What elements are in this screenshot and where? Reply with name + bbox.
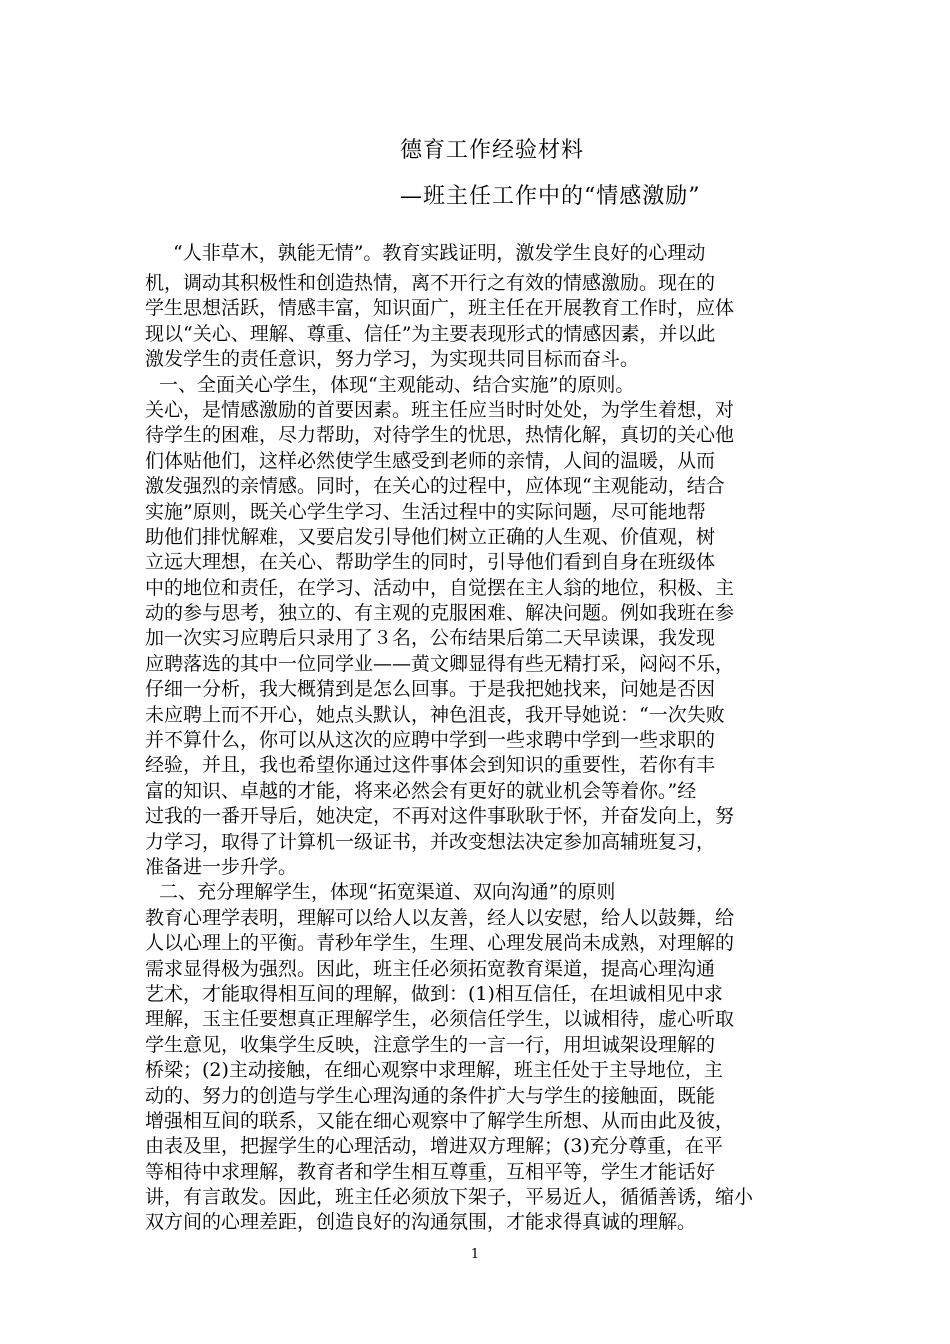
body-line: 现以“关心、理解、尊重、信任”为主要表现形式的情感因素，并以此 — [145, 322, 716, 345]
body-line: 过我的一番开导后，她决定，不再对这件事耿耿于怀，并奋发向上，努 — [145, 805, 735, 828]
section-heading: 二、充分理解学生，体现“拓宽渠道、双向沟通”的原则 — [159, 881, 616, 904]
body-line: 学生思想活跃，情感丰富，知识面广，班主任在开展教育工作时，应体 — [145, 297, 735, 320]
body-line: 立远大理想，在关心、帮助学生的同时，引导他们看到自身在班级体 — [145, 551, 716, 574]
body-line: 关心，是情感激励的首要因素。班主任应当时时处处，为学生着想，对 — [145, 398, 735, 421]
body-line: 艺术，才能取得相互间的理解，做到：(1)相互信任，在坦诚相见中求 — [145, 982, 723, 1005]
body-line: 仔细一分析，我大概猜到是怎么回事。于是我把她找来，问她是否因 — [145, 678, 716, 701]
body-line: 激发学生的责任意识，努力学习，为实现共同目标而奋斗。 — [145, 348, 640, 371]
body-line: 中的地位和责任，在学习、活动中，自觉摆在主人翁的地位，积极、主 — [145, 576, 735, 599]
body-line: 学生意见，收集学生反映，注意学生的一言一行，用坦诚架设理解的 — [145, 1033, 716, 1056]
body-line: 由表及里，把握学生的心理活动，增进双方理解；(3)充分尊重，在平 — [145, 1135, 723, 1158]
body-line: 讲，有言敢发。因此，班主任必须放下架子，平易近人，循循善诱，缩小 — [145, 1186, 754, 1209]
document-body — [145, 235, 825, 1236]
body-line: 助他们排忧解难，又要启发引导他们树立正确的人生观、价值观，树 — [145, 525, 716, 548]
body-line: 理解，玉主任要想真正理解学生，必须信任学生，以诚相待，虚心听取 — [145, 1008, 735, 1031]
body-line: 动的参与思考，独立的、有主观的克服困难、解决问题。例如我班在参 — [145, 602, 735, 625]
document-title: 德育工作经验材料 — [400, 138, 585, 163]
body-line: 加一次实习应聘后只录用了３名，公布结果后第二天早读课，我发现 — [145, 627, 716, 650]
body-line: 人以心理上的平衡。青秒年学生，生理、心理发展尚未成熟，对理解的 — [145, 932, 735, 955]
body-line: 应聘落选的其中一位同学业——黄文卿显得有些无精打采，闷闷不乐， — [145, 652, 735, 675]
body-line: 桥梁；(2)主动接触，在细心观察中求理解，班主任处于主导地位，主 — [145, 1059, 723, 1082]
body-line: 双方间的心理差距，创造良好的沟通氛围，才能求得真诚的理解。 — [145, 1211, 697, 1234]
body-line: 富的知识、卓越的才能，将来必然会有更好的就业机会等着你。”经 — [145, 779, 697, 802]
page-number: 1 — [470, 1247, 480, 1262]
body-line: 动的、努力的创造与学生心理沟通的条件扩大与学生的接触面，既能 — [145, 1084, 716, 1107]
body-line: 未应聘上而不开心，她点头默认，神色沮丧，我开导她说：“一次失败 — [145, 703, 725, 726]
body-line: 力学习，取得了计算机一级证书，并改变想法决定参加高辅班复习， — [145, 830, 716, 853]
body-line: “人非草木，孰能无情”。教育实践证明，激发学生良好的心理动 — [173, 242, 706, 264]
body-line: 待学生的困难，尽力帮助，对待学生的忧思，热情化解，真切的关心他 — [145, 424, 735, 447]
body-line: 激发强烈的亲情感。同时，在关心的过程中，应体现“主观能动，结合 — [145, 475, 725, 498]
body-line: 机，调动其积极性和创造热情，离不开行之有效的情感激励。现在的 — [145, 272, 716, 294]
body-line: 们体贴他们，这样必然使学生感受到老师的亲情，人间的温暖，从而 — [145, 449, 716, 472]
body-line: 增强相互间的联系，又能在细心观察中了解学生所想、从而由此及彼， — [145, 1109, 735, 1132]
body-line: 准备进一步升学。 — [145, 855, 298, 878]
document-subtitle: —班主任工作中的“情感激励” — [400, 184, 701, 209]
body-line: 经验，并且，我也希望你通过这件事体会到知识的重要性，若你有丰 — [145, 754, 716, 777]
body-line: 并不算什么，你可以从这次的应聘中学到一些求聘中学到一些求职的 — [145, 729, 716, 752]
body-line: 需求显得极为强烈。因此，班主任必须拓宽教育渠道，提高心理沟通 — [145, 957, 716, 980]
body-line: 教育心理学表明，理解可以给人以友善，经人以安慰，给人以鼓舞，给 — [145, 906, 735, 929]
body-line: 等相待中求理解，教育者和学生相互尊重，互相平等，学生才能话好 — [145, 1160, 716, 1183]
body-line: 实施”原则，既关心学生学习、生活过程中的实际问题，尽可能地帮 — [145, 500, 706, 523]
section-heading: 一、全面关心学生，体现“主观能动、结合实施”的原则。 — [159, 373, 635, 396]
